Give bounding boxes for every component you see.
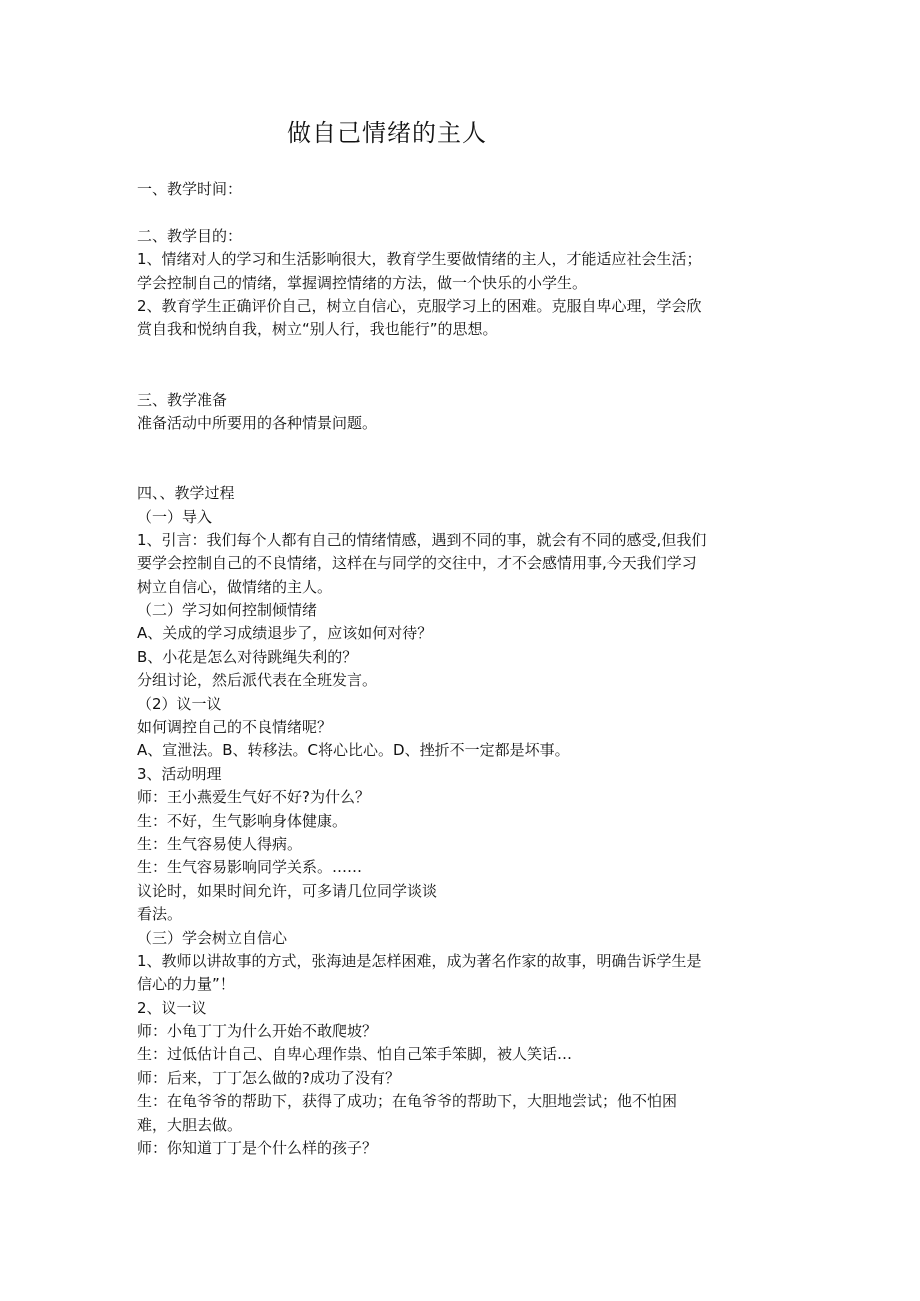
subheading: （一）导入 — [137, 507, 213, 526]
section-heading-preparation: 三、教学准备 — [137, 390, 228, 409]
paragraph-line: 如何调控自己的不良情绪呢？ — [137, 718, 333, 737]
document-body — [137, 178, 787, 1160]
dialogue-line: 生：不好，生气影响身体健康。 — [137, 811, 348, 830]
paragraph-line: 1、情绪对人的学习和生活影响很大，教育学生要做情绪的主人，才能适应社会生活； — [137, 250, 702, 269]
paragraph-line: A、宣泄法。B、转移法。C将心比心。D、挫折不一定都是坏事。 — [137, 741, 570, 760]
paragraph-line: 树立自信心，做情绪的主人。 — [137, 577, 333, 596]
section-heading-process: 四、、教学过程 — [137, 484, 235, 503]
document-title: 做自己情绪的主人 — [287, 119, 487, 147]
dialogue-line: 生：过低估计自己、自卑心理作祟、怕自己笨手笨脚，被人笑话… — [137, 1045, 573, 1064]
subheading: 3、活动明理 — [137, 764, 222, 783]
dialogue-line: 师：小龟丁丁为什么开始不敢爬坡？ — [137, 1022, 378, 1041]
dialogue-line: 师：你知道丁丁是个什么样的孩子？ — [137, 1139, 378, 1158]
dialogue-line: 生：生气容易影响同学关系。…… — [137, 858, 363, 877]
paragraph-line: 分组讨论，然后派代表在全班发言。 — [137, 671, 378, 690]
paragraph-line: 赏自我和悦纳自我，树立“别人行，我也能行”的思想。 — [137, 320, 498, 339]
section-heading-time: 一、教学时间： — [137, 180, 243, 198]
paragraph-line: 1、教师以讲故事的方式，张海迪是怎样困难，成为著名作家的故事，明确告诉学生是 — [137, 951, 702, 970]
paragraph-line: 1、引言：我们每个人都有自己的情绪情感，遇到不同的事，就会有不同的感受,但我们 — [137, 530, 707, 549]
subheading: （2）议一议 — [137, 694, 222, 713]
section-heading-goals: 二、教学目的： — [137, 226, 243, 245]
paragraph-line: 准备活动中所要用的各种情景问题。 — [137, 413, 378, 432]
paragraph-line: A、关成的学习成绩退步了，应该如何对待？ — [137, 624, 433, 643]
dialogue-line: 师：后来，丁丁怎么做的?成功了没有？ — [137, 1068, 400, 1087]
dialogue-line: 生：生气容易使人得病。 — [137, 834, 303, 853]
paragraph-line: 看法。 — [137, 905, 183, 924]
subheading: （三）学会树立自信心 — [137, 928, 288, 947]
paragraph-line: 2、教育学生正确评价自己，树立自信心，克服学习上的困难。克服自卑心理，学会欣 — [137, 296, 702, 315]
paragraph-line: 议论时，如果时间允许，可多请几位同学谈谈 — [137, 881, 438, 900]
paragraph-line: 学会控制自己的情绪，掌握调控情绪的方法，做一个快乐的小学生。 — [137, 273, 588, 292]
paragraph-line: 要学会控制自己的不良情绪，这样在与同学的交往中，才不会感情用事,今天我们学习 — [137, 554, 697, 573]
subheading: 2、议一议 — [137, 998, 207, 1017]
dialogue-line: 生：在龟爷爷的帮助下，获得了成功；在龟爷爷的帮助下，大胆地尝试；他不怕困 — [137, 1092, 678, 1111]
dialogue-line: 师：王小燕爱生气好不好?为什么？ — [137, 788, 370, 807]
subheading: （二）学习如何控制倾情绪 — [137, 601, 318, 620]
paragraph-line: 信心的力量”！ — [137, 975, 235, 994]
paragraph-line: B、小花是怎么对待跳绳失利的？ — [137, 647, 358, 666]
dialogue-line: 难，大胆去做。 — [137, 1115, 243, 1134]
